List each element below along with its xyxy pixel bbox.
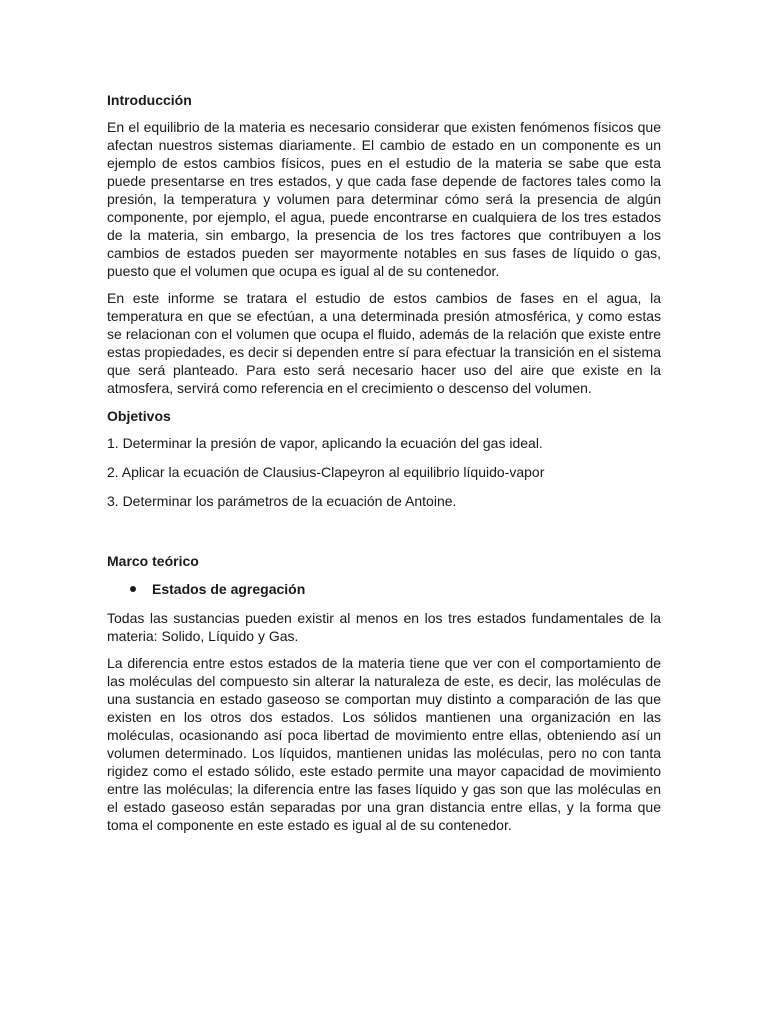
bullet-icon bbox=[130, 586, 136, 592]
section-heading-introduccion: Introducción bbox=[107, 92, 192, 108]
document-page bbox=[107, 90, 661, 843]
section-heading-marco-teorico: Marco teórico bbox=[107, 553, 199, 569]
intro-paragraph: En este informe se tratara el estudio de estos cambios de fases en el agua, la temperatura en que se efectúan, a una determinada presión atmosférica, y como estas se relacionan con el volumen que ocupa el fluido, además de la relación que existe entre estas propiedades, es decir si dependen entre sí para efectuar la transición en el sistema que será planteado. Para esto será necesario hacer uso del aire que existe en la atmosfera, servirá como referencia en el crecimiento o descenso del volumen. bbox=[107, 290, 661, 396]
objective-item: 3. Determinar los parámetros de la ecuación de Antoine. bbox=[107, 493, 457, 509]
intro-paragraph: En el equilibrio de la materia es necesario considerar que existen fenómenos físicos que afectan nuestros sistemas diariamente. El cambio de estado en un componente es un ejemplo de estos cambios físicos, pues en el estudio de la materia se sabe que esta puede presentarse en tres estados, y que cada fase depende de factores tales como la presión, la temperatura y volumen para determinar cómo será la presencia de algún componente, por ejemplo, el agua, puede encontrarse en cualquiera de los tres estados de la materia, sin embargo, la presencia de los tres factores que contribuyen a los cambios de estados pueden ser mayormente notables en sus fases de líquido o gas, puesto que el volumen que ocupa es igual al de su contenedor. bbox=[107, 119, 661, 279]
theory-paragraph: La diferencia entre estos estados de la materia tiene que ver con el comportamiento de las moléculas del compuesto sin alterar la naturaleza de este, es decir, las moléculas de una sustancia en estado gaseoso se comportan muy distinto a comparación de las que existen en los otros dos estados. Los sólidos mantienen una organización en las moléculas, ocasionando así poca libertad de movimiento entre ellas, obteniendo así un volumen determinado. Los líquidos, mantienen unidas las moléculas, pero no con tanta rigidez como el estado sólido, este estado permite una mayor capacidad de movimiento entre las moléculas; la diferencia entre las fases líquido y gas son que las moléculas en el estado gaseoso están separadas por una gran distancia entre ellas, y la forma que toma el componente en este estado es igual al de su contenedor. bbox=[107, 655, 661, 833]
bullet-item-estados-de-agregacion bbox=[107, 579, 661, 599]
section-heading-objetivos: Objetivos bbox=[107, 408, 171, 424]
bullet-label: Estados de agregación bbox=[152, 581, 306, 597]
objective-item: 2. Aplicar la ecuación de Clausius-Clapeyron al equilibrio líquido-vapor bbox=[107, 464, 545, 480]
spacer bbox=[107, 521, 661, 551]
objective-item: 1. Determinar la presión de vapor, aplicando la ecuación del gas ideal. bbox=[107, 435, 543, 451]
theory-paragraph: Todas las sustancias pueden existir al menos en los tres estados fundamentales de la materia: Solido, Líquido y Gas. bbox=[107, 610, 661, 644]
bullet-list bbox=[107, 579, 661, 599]
